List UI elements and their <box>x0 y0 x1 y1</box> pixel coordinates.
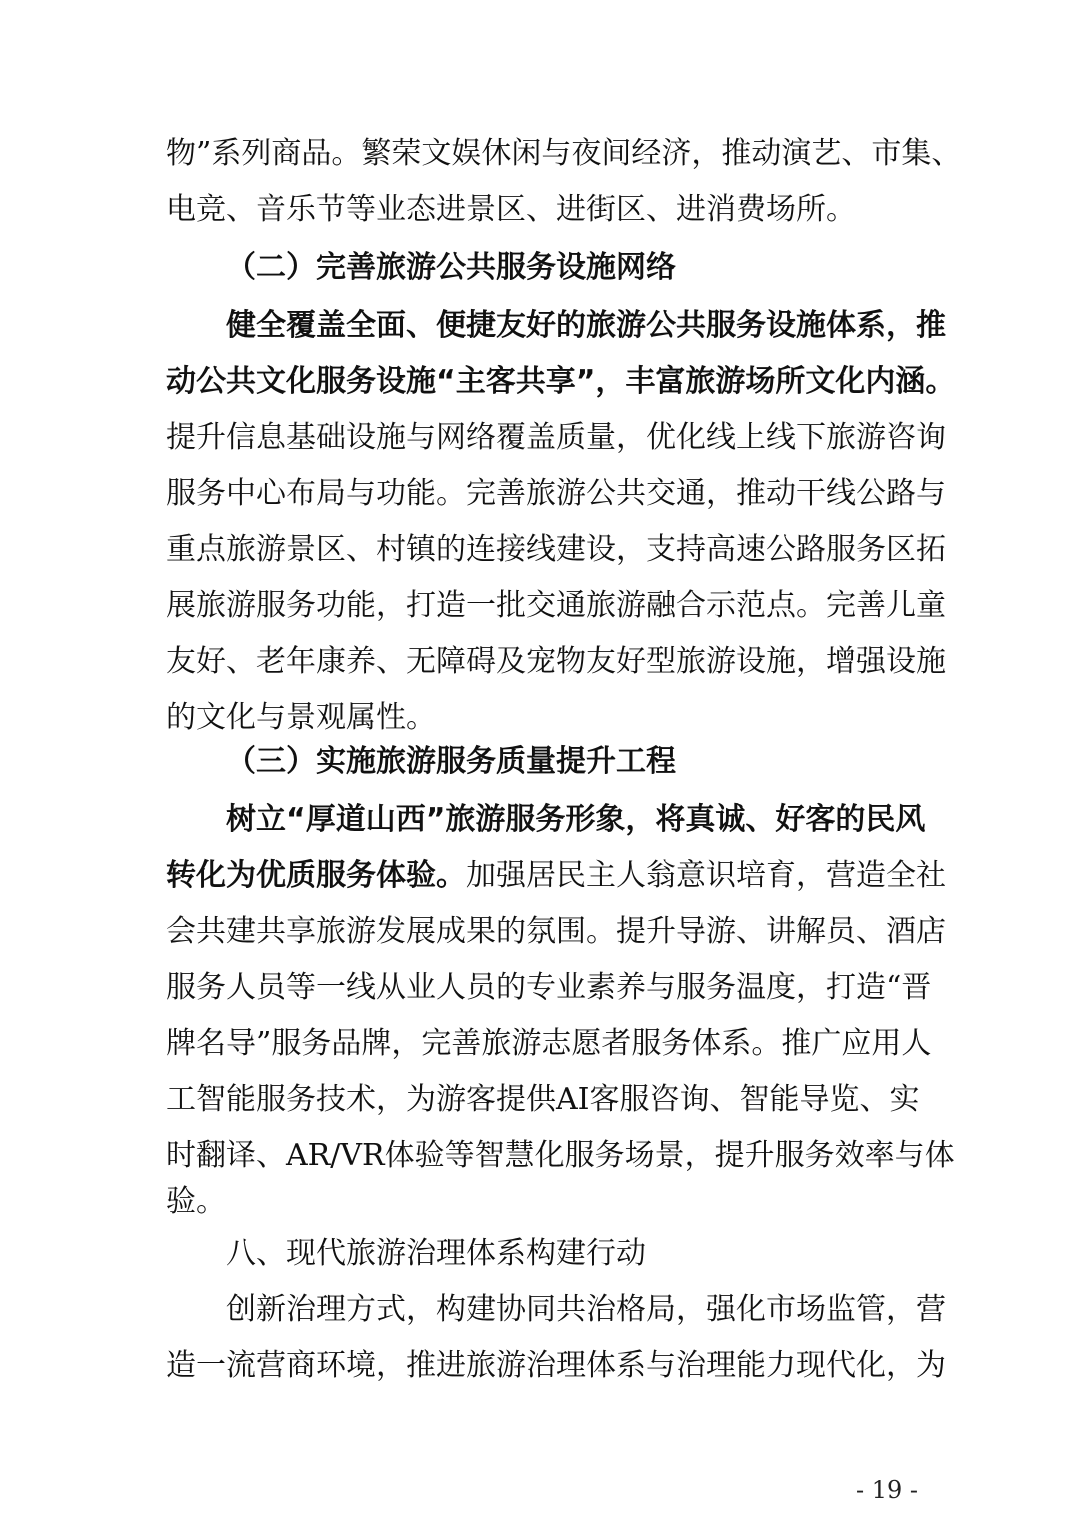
body-text-line: 提升信息基础设施与网络覆盖质量，优化线上线下旅游咨询 <box>166 420 946 455</box>
body-text-line: 时翻译、AR/VR体验等智慧化服务场景，提升服务效率与体 <box>166 1138 955 1173</box>
bold-lead-fragment: 转化为优质服务体验。 <box>166 858 466 893</box>
section-heading-3: （三）实施旅游服务质量提升工程 <box>226 744 676 779</box>
body-text-line: 展旅游服务功能，打造一批交通旅游融合示范点。完善儿童 <box>166 588 946 623</box>
body-text-line: 牌名导”服务品牌，完善旅游志愿者服务体系。推广应用人 <box>166 1026 932 1061</box>
body-text-line: 造一流营商环境，推进旅游治理体系与治理能力现代化，为 <box>166 1348 946 1383</box>
body-text-line: 会共建共享旅游发展成果的氛围。提升导游、讲解员、酒店 <box>166 914 946 949</box>
mixed-text-line <box>166 856 946 896</box>
body-text-line: 物”系列商品。繁荣文娱休闲与夜间经济，推动演艺、市集、 <box>166 136 962 171</box>
chapter-heading-8: 八、现代旅游治理体系构建行动 <box>226 1236 646 1271</box>
body-text-fragment: 加强居民主人翁意识培育，营造全社 <box>466 858 946 893</box>
body-text-line: 验。 <box>166 1184 226 1219</box>
bold-lead-line: 动公共文化服务设施“主客共享”，丰富旅游场所文化内涵。 <box>166 364 956 399</box>
body-text-line: 友好、老年康养、无障碍及宠物友好型旅游设施，增强设施 <box>166 644 946 679</box>
page-number: - 19 - <box>855 1476 918 1504</box>
body-text-line: 重点旅游景区、村镇的连接线建设，支持高速公路服务区拓 <box>166 532 946 567</box>
body-text-line: 工智能服务技术，为游客提供AI客服咨询、智能导览、实 <box>166 1082 920 1117</box>
body-text-line: 的文化与景观属性。 <box>166 700 436 735</box>
bold-lead-line: 健全覆盖全面、便捷友好的旅游公共服务设施体系，推 <box>226 308 946 343</box>
body-text-line: 创新治理方式，构建协同共治格局，强化市场监管，营 <box>226 1292 946 1327</box>
body-text-line: 服务中心布局与功能。完善旅游公共交通，推动干线公路与 <box>166 476 946 511</box>
body-text-line: 服务人员等一线从业人员的专业素养与服务温度，打造“晋 <box>166 970 932 1005</box>
section-heading-2: （二）完善旅游公共服务设施网络 <box>226 250 676 285</box>
body-text-line: 电竞、音乐节等业态进景区、进街区、进消费场所。 <box>166 192 856 227</box>
bold-lead-line: 树立“厚道山西”旅游服务形象，将真诚、好客的民风 <box>226 802 926 837</box>
